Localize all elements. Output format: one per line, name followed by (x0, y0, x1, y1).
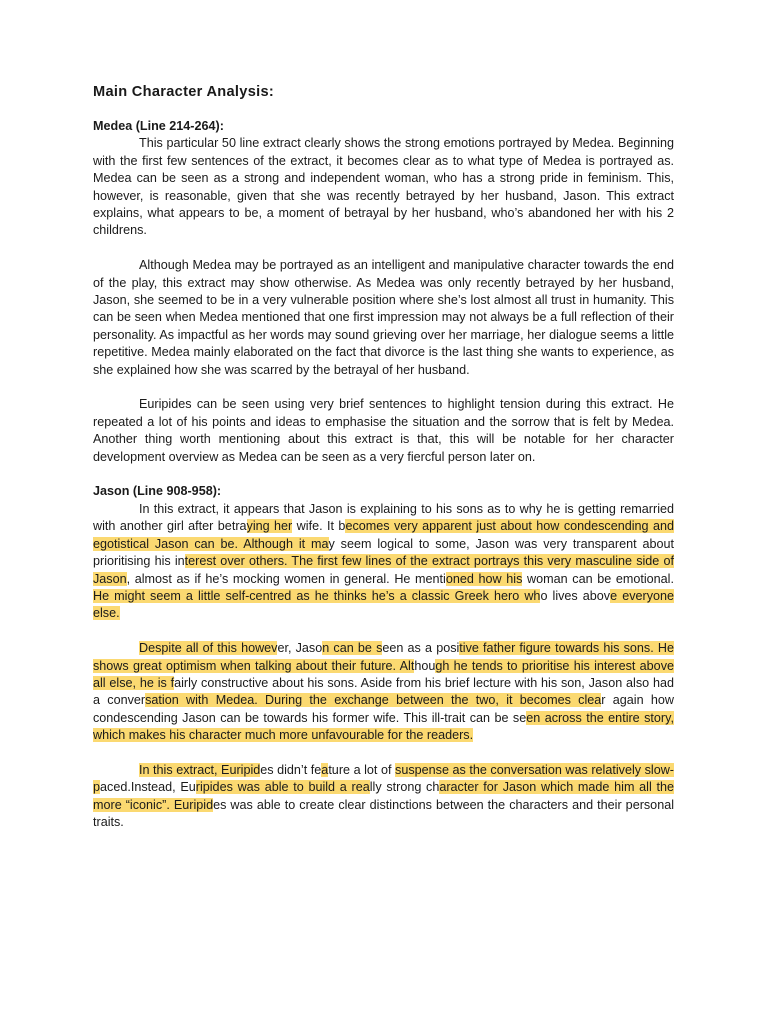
text-run: er, Jaso (277, 641, 323, 656)
text-run: y seem logical to some, Jason was very transparent about prioritising his in (93, 536, 674, 569)
text-run: aced.Instead, Eu (100, 780, 196, 795)
text-run: lly strong ch (369, 780, 440, 795)
document-body (93, 84, 674, 849)
text-run: In this extract, it appears that Jason is explaining to his sons as to why he is getting remarried with another girl after betra (93, 501, 674, 534)
paragraph (93, 396, 674, 466)
highlighted-text: en across the entire story, which makes his character much more unfavourable for the readers. (93, 710, 674, 743)
text-run: es didn’t fe (260, 762, 322, 777)
text-run: r again how condescending Jason can be towards his former wife. This ill-trait can be se (93, 693, 674, 725)
highlighted-text: tive father figure towards his sons. He shows great optimism when talking about their future. Alt (93, 641, 674, 673)
highlighted-text: Despite all of this howev (139, 641, 278, 656)
paragraph (93, 135, 674, 239)
text-run: Euripides can be seen using very brief sentences to highlight tension during this extract. He repeated a lot of his points and ideas to emphasise the situation and the sorrow that is felt by Medea. Another thing worth mentioning about this extract is that, this will be notable for her character development overview as Medea can be seen as a very fiercful person later on. (93, 397, 674, 464)
highlighted-text: ecomes very apparent just about how condescending and egotistical Jason can be. Although it ma (93, 519, 674, 551)
highlighted-text: aracter for Jason which made him all the more “iconic”. Euripid (93, 780, 674, 812)
text-run: airly constructive about his sons. Aside from his brief lecture with his son, Jason also had a conver (93, 675, 674, 708)
section-heading: Jason (Line 908-958): (93, 484, 222, 499)
highlighted-text: n can be s (322, 641, 383, 656)
text-run: This particular 50 line extract clearly shows the strong emotions portrayed by Medea. Beginning with the first few sentences of the extract, it becomes clear as to what type of Medea is portrayed as. Medea can be seen as a strong and independent woman, who has a strong pride in feminism. This, however, is reasonable, given that she was recently betrayed by her husband, Jason. This extract explains, what appears to be, a moment of betrayal by her husband, who’s abandoned her with his 2 childrens. (93, 136, 674, 238)
text-run: o lives abov (540, 588, 611, 603)
text-run: woman can be emotional. (522, 571, 674, 586)
highlighted-text: ying her (246, 519, 293, 534)
text-run: ture a lot of (328, 762, 396, 777)
paragraph (93, 501, 674, 623)
text-run: een as a posi (382, 641, 460, 656)
highlighted-text: gh he tends to prioritise his interest above all else, he is f (93, 658, 674, 690)
text-run: hou (414, 658, 436, 673)
highlighted-text: e everyone else. (93, 588, 674, 621)
text-run: , almost as if he’s mocking women in general. He menti (126, 571, 446, 586)
paragraph (93, 257, 674, 379)
paragraph (93, 762, 674, 832)
text-run: es was able to create clear distinctions between the characters and their personal traits. (93, 797, 674, 830)
highlighted-text: sation with Medea. During the exchange between the two, it becomes clea (145, 693, 602, 708)
section-heading: Medea (Line 214-264): (93, 119, 224, 133)
highlighted-text: oned how his (445, 571, 523, 586)
paragraph (93, 640, 674, 744)
sections-container (93, 118, 674, 832)
text-run: Although Medea may be portrayed as an intelligent and manipulative character towards the end of the play, this extract may show otherwise. As Medea was only recently betrayed by her husband, Jason, she seemed to be in a very vulnerable position where she’s lost almost all trust in humanity. This can be seen when Medea mentioned that one first impression may not always be a full reflection of their personality. As impactful as her words may sound grieving over her marriage, her dialogue seems a little repetitive. Medea mainly elaborated on the fact that divorce is the last thing she wants to experience, as she explained how she was scarred by the betrayal of her husband. (93, 258, 674, 377)
highlighted-text: suspense as the conversation was relatively slow-p (93, 762, 674, 795)
highlighted-text: terest over others. The first few lines of the extract portrays this very masculine side of Jason (93, 554, 674, 586)
page-title: Main Character Analysis: (93, 84, 275, 100)
highlighted-text: In this extract, Euripid (139, 762, 261, 777)
highlighted-text: He might seem a little self-centred as he thinks he’s a classic Greek hero wh (93, 588, 541, 603)
highlighted-text: ripides was able to build a rea (195, 780, 370, 795)
text-run: wife. It b (292, 519, 346, 534)
highlighted-text: a (321, 762, 329, 777)
